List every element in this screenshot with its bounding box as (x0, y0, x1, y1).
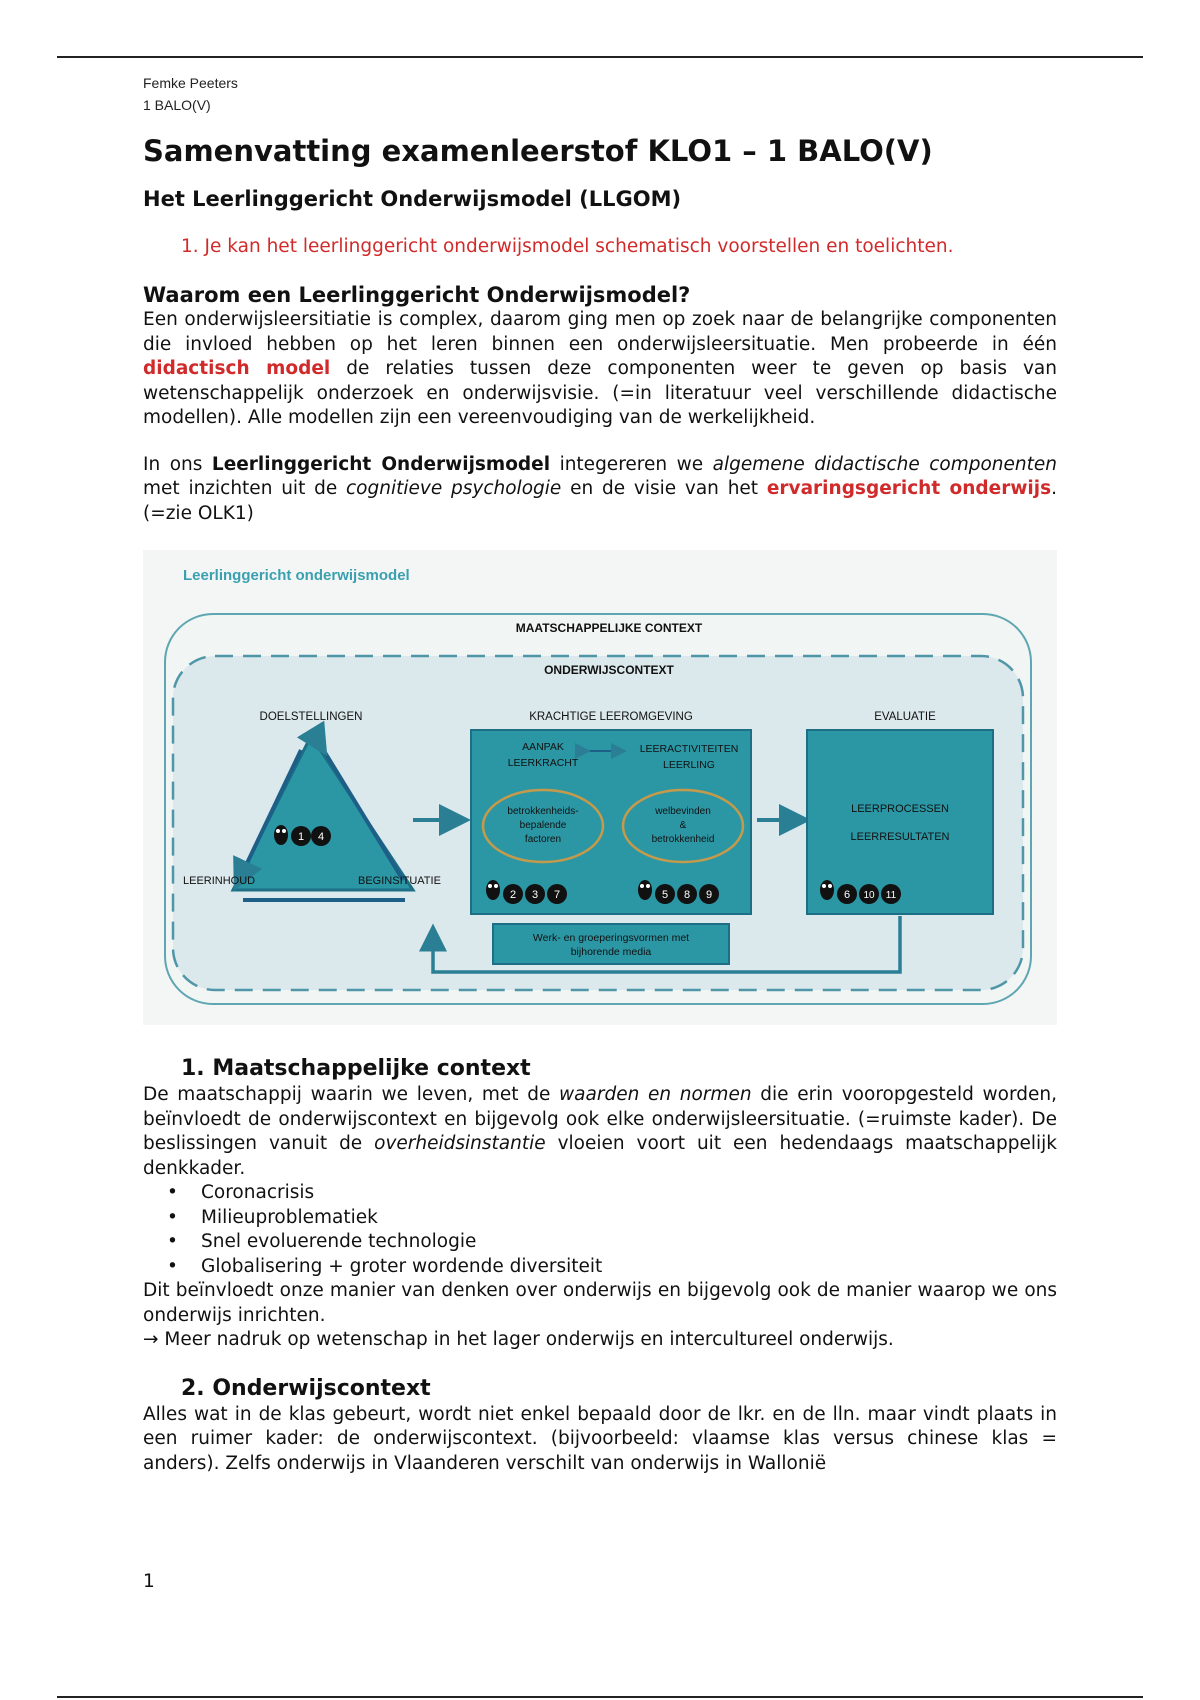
text-run: met inzichten uit de (143, 478, 347, 499)
section1-conclusion: → Meer nadruk op wetenschap in het lager onderwijs en intercultureel onderwijs. (143, 1329, 894, 1350)
evaluatie-label: EVALUATIE (874, 711, 936, 723)
learning-objective: 1. Je kan het leerlinggericht onderwijsmodel schematisch voorstellen en toelichten. (181, 236, 954, 257)
text-run: De maatschappij waarin we leven, met de (143, 1084, 560, 1105)
owl-icon (486, 880, 500, 900)
inner-context-label: ONDERWIJSCONTEXT (544, 663, 674, 677)
owl-icon (274, 825, 288, 845)
leeractiviteiten-label: LEERACTIVITEITEN (639, 743, 739, 755)
italic-run: algemene didactische componenten (712, 453, 1058, 475)
evaluatie-box (807, 730, 993, 914)
beginsituatie-label: BEGINSITUATIE (358, 875, 441, 887)
page-number: 1 (143, 1571, 155, 1592)
oval-text: factoren (524, 834, 562, 845)
doelstellingen-label: DOELSTELLINGEN (259, 711, 363, 723)
section-subtitle: Het Leerlinggericht Onderwijsmodel (LLGOM) (143, 187, 682, 211)
diagram-title: Leerlinggericht onderwijsmodel (183, 567, 410, 584)
class-label: 1 BALO(V) (143, 97, 211, 113)
oval-text: & (679, 820, 687, 831)
llgom-diagram (143, 550, 1057, 1025)
bottom-rule (57, 1696, 1143, 1698)
bold-llgom: Leerlinggericht Onderwijsmodel (211, 453, 551, 475)
context-bullet-list (143, 1181, 1057, 1279)
section2-heading: 2. Onderwijscontext (181, 1375, 431, 1401)
section1-paragraph (143, 1083, 1057, 1181)
highlight-didactisch-model: didactisch model (143, 358, 331, 379)
section1-paragraph-2: Dit beïnvloedt onze manier van denken over onderwijs en bijgevolg ook de manier waarop we ons onderwijs inrichten. (143, 1280, 1057, 1326)
badge-text: 9 (705, 889, 713, 901)
page-title: Samenvatting examenleerstof KLO1 – 1 BALO(V) (143, 134, 933, 168)
badge-text: 7 (553, 889, 561, 901)
badge-text: 6 (843, 889, 851, 901)
badge-text: 3 (531, 889, 539, 901)
text-run: integereren we (550, 453, 713, 475)
list-item: • Coronacrisis (201, 1181, 1057, 1206)
oval-text: betrokkenheid (651, 834, 715, 845)
top-rule (57, 56, 1143, 58)
text-run: . (=zie OLK1) (143, 478, 1057, 524)
badge-text: 4 (317, 831, 325, 843)
why-paragraph-1 (143, 308, 1057, 431)
list-item: • Snel evoluerende technologie (201, 1230, 1057, 1255)
why-heading: Waarom een Leerlinggericht Onderwijsmodel? (143, 283, 691, 307)
leerresultaten-label: LEERRESULTATEN (850, 831, 950, 843)
section1-heading: 1. Maatschappelijke context (181, 1056, 531, 1081)
text-run: die erin vooropgesteld worden, beïnvloedt de onderwijscontext en bijgevolg ook elke onderwijsleersituatie. (=ruimste kader). De beslissingen vanuit de (143, 1084, 1058, 1154)
section2-paragraph: Alles wat in de klas gebeurt, wordt niet enkel bepaald door de lkr. en de lln. maar vindt plaats in een ruimer kader: de onderwijscontext. (bijvoorbeeld: vlaamse klas versus chinese klas = anders). Zelfs onderwijs in Vlaanderen verschilt van onderwijs in Wallonië (143, 1403, 1057, 1474)
highlight-ervaringsgericht: ervaringsgericht onderwijs (766, 478, 1052, 499)
author-name: Femke Peeters (143, 75, 238, 91)
italic-run: cognitieve psychologie (346, 478, 562, 499)
leerprocessen-label: LEERPROCESSEN (851, 803, 949, 815)
page-content (143, 72, 1057, 1476)
werkvormen-box (493, 924, 729, 964)
text-run: In ons (143, 453, 212, 475)
list-item: • Milieuproblematiek (201, 1206, 1057, 1231)
aanpak-label: AANPAK (522, 741, 564, 753)
list-item: • Globalisering + groter wordende diversiteit (201, 1255, 1057, 1280)
badge-text: 8 (683, 889, 691, 901)
why-paragraph-2 (143, 453, 1057, 527)
owl-icon (638, 880, 652, 900)
badge-text: 1 (297, 831, 305, 843)
owl-icon (820, 880, 834, 900)
leerling-label: LEERLING (663, 759, 715, 771)
badge-text: 2 (509, 889, 517, 901)
leerkracht-label: LEERKRACHT (507, 757, 579, 769)
italic-run: overheidsinstantie (374, 1133, 546, 1154)
oval-text: betrokkenheids- (507, 806, 579, 817)
leerinhoud-label: LEERINHOUD (183, 875, 256, 887)
text-run: vloeien voort uit een hedendaags maatschappelijk denkkader. (143, 1133, 1057, 1179)
werkvormen-text: bijhorende media (570, 946, 652, 958)
italic-run: waarden en normen (559, 1084, 752, 1105)
badge-text: 5 (661, 889, 669, 901)
badge-text: 10 (863, 890, 875, 901)
krachtige-leeromgeving-label: KRACHTIGE LEEROMGEVING (529, 711, 693, 723)
oval-text: welbevinden (655, 806, 711, 817)
badge-text: 11 (885, 890, 897, 901)
werkvormen-text: Werk- en groeperingsvormen met (532, 932, 690, 944)
outer-context-label: MAATSCHAPPELIJKE CONTEXT (515, 621, 703, 635)
oval-text: bepalende (519, 820, 567, 831)
text-run: de relaties tussen deze componenten weer te geven op basis van wetenschappelijk onderzoek en onderwijsvisie. (=in literatuur veel verschillende didactische modellen). Alle modellen zijn een vereenvoudiging van de werkelijkheid. (143, 358, 1057, 428)
text-run: en de visie van het (561, 478, 767, 499)
text-run: Een onderwijsleersitiatie is complex, daarom ging men op zoek naar de belangrijke componenten die invloed hebben op het leren binnen een onderwijsleersituatie. Men probeerde in één (143, 309, 1057, 355)
diagram-svg (143, 550, 1057, 1025)
